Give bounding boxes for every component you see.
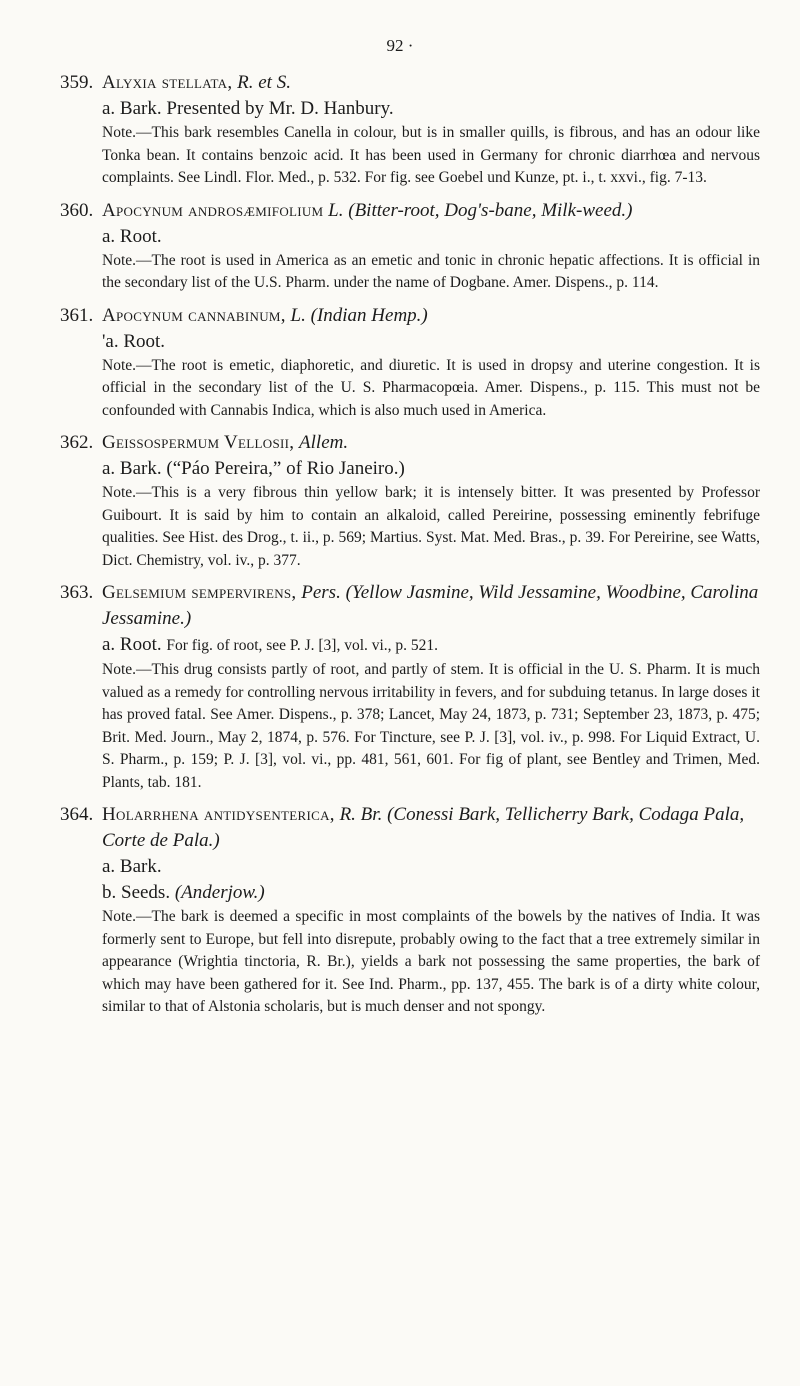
entry-number: 363. [60, 582, 94, 603]
entry-number: 361. [60, 304, 94, 326]
species-name: Apocynum androsæmifolium [102, 199, 324, 221]
entry-list [60, 70, 760, 1027]
part-label: a. Bark. [102, 458, 162, 479]
part-text: For fig. of root, see P. J. [3], vol. vi., p. 521. [166, 637, 439, 654]
species-name: Holarrhena antidysenterica, [102, 804, 335, 825]
part-label: b. Seeds. [102, 882, 171, 903]
entry-number: 360. [60, 199, 94, 221]
authority: Allem. [299, 432, 349, 453]
entry-364 [60, 802, 760, 1019]
common-names: (Yellow Jasmine, Wild Jessamine, Woodbine, Carolina Jessamine.) [102, 582, 759, 629]
entry-359 [60, 70, 760, 190]
part-text: Presented by Mr. D. Hanbury. [166, 98, 394, 119]
specimen-part [102, 456, 760, 482]
entry-title [102, 303, 760, 329]
part-label: a. Root. [102, 225, 162, 247]
entry-note: Note.—The bark is deemed a specific in most complaints of the bowels by the natives of India. It was formerly sent to Europe, but fell into disrepute, probably owing to the fact that a tree extremely similar in appearance (Wrightia tinctoria, R. Br.), yields a bark not possessing the same properties, the bark of which may have been gathered for it. See Ind. Pharm., pp. 137, 455. The bark is of a dirty white colour, similar to that of Alstonia scholaris, but is much denser and not spongy. [102, 908, 760, 1015]
specimen-part [102, 329, 760, 355]
specimen-part [102, 96, 760, 122]
part-label: 'a. Root. [102, 330, 166, 352]
authority: R. et S. [237, 72, 291, 93]
species-name: Gelsemium sempervirens, [102, 582, 297, 603]
entry-361 [60, 303, 760, 423]
entry-note: Note.—This is a very fibrous thin yellow bark; it is intensely bitter. It was presented by Professor Guibourt. It is said by him to contain an alkaloid, called Pereirine, possessing eminently febrifuge qualities. See Hist. des Drog., t. ii., p. 569; Martius. Syst. Mat. Med. Bras., p. 39. For Pereirine, see Watts, Dict. Chemistry, vol. iv., p. 377. [102, 484, 760, 569]
entry-note: Note.—The root is used in America as an emetic and tonic in chronic hepatic affections. It is official in the secondary list of the U.S. Pharm. under the name of Dogbane. Amer. Dispens., p. 114. [102, 251, 760, 291]
part-label: a. Root. [102, 634, 162, 655]
part-label: a. Bark. [102, 856, 162, 877]
authority: L. [328, 199, 344, 221]
entry-number: 362. [60, 432, 94, 453]
entry-number: 359. [60, 72, 94, 93]
authority: L. [290, 304, 306, 326]
entry-heading [60, 802, 760, 854]
species-name: Alyxia stellata, [102, 72, 233, 93]
entry-title [102, 198, 760, 224]
entry-note: Note.—The root is emetic, diaphoretic, and diuretic. It is used in dropsy and uterine congestion. It is official in the secondary list of the U. S. Pharmacopœia. Amer. Dispens., p. 115. This must not be confounded with Cannabis Indica, which is also much used in America. [102, 356, 760, 419]
authority: Pers. [301, 582, 341, 603]
specimen-part [102, 632, 760, 659]
authority: R. Br. [339, 804, 383, 825]
entry-title [102, 70, 760, 96]
entry-title [102, 580, 760, 632]
specimen-part [102, 880, 760, 906]
part-text: (“Páo Pereira,” of Rio Janeiro.) [166, 458, 405, 479]
entry-heading [60, 198, 760, 224]
common-names: (Conessi Bark, Tellicherry Bark, Codaga Pala, Corte de Pala.) [102, 804, 745, 851]
entry-title [102, 430, 760, 456]
entry-heading [60, 430, 760, 456]
page-number: 92 · [386, 36, 414, 55]
species-name: Apocynum cannabinum, [102, 304, 286, 326]
entry-note: Note.—This drug consists partly of root, and partly of stem. It is official in the U. S. Pharm. It is much valued as a remedy for controlling nervous irritability in fevers, and for subduing tetanus. In large doses it has proved fatal. See Amer. Dispens., p. 378; Lancet, May 24, 1873, p. 731; September 23, 1873, p. 475; Brit. Med. Journ., May 2, 1874, p. 576. For Tincture, see P. J. [3], vol. iv., p. 998. For Liquid Extract, U. S. Pharm., p. 159; P. J. [3], vol. vi., pp. 481, 561, 601. For fig of plant, see Bentley and Trimen, Med. Plants, tab. 181. [102, 661, 760, 791]
species-name: Geissospermum Vellosii, [102, 432, 295, 453]
specimen-part [102, 224, 760, 250]
entry-heading [60, 580, 760, 632]
entry-360 [60, 198, 760, 295]
entry-362 [60, 430, 760, 572]
entry-heading [60, 70, 760, 96]
entry-note: Note.—This bark resembles Canella in colour, but is in smaller quills, is fibrous, and has an odour like Tonka bean. It contains benzoic acid. It has been used in Germany for chronic diarrhœa and nervous complaints. See Lindl. Flor. Med., p. 532. For fig. see Goebel und Kunze, pt. i., t. xxvi., fig. 7-13. [102, 124, 760, 186]
common-names: (Indian Hemp.) [310, 304, 428, 326]
common-names: (Bitter-root, Dog's-bane, Milk-weed.) [348, 199, 633, 221]
part-text: (Anderjow.) [174, 882, 265, 903]
entry-title [102, 802, 760, 854]
entry-heading [60, 303, 760, 329]
specimen-part [102, 854, 760, 880]
part-label: a. Bark. [102, 98, 162, 119]
entry-number: 364. [60, 804, 94, 825]
entry-363 [60, 580, 760, 794]
